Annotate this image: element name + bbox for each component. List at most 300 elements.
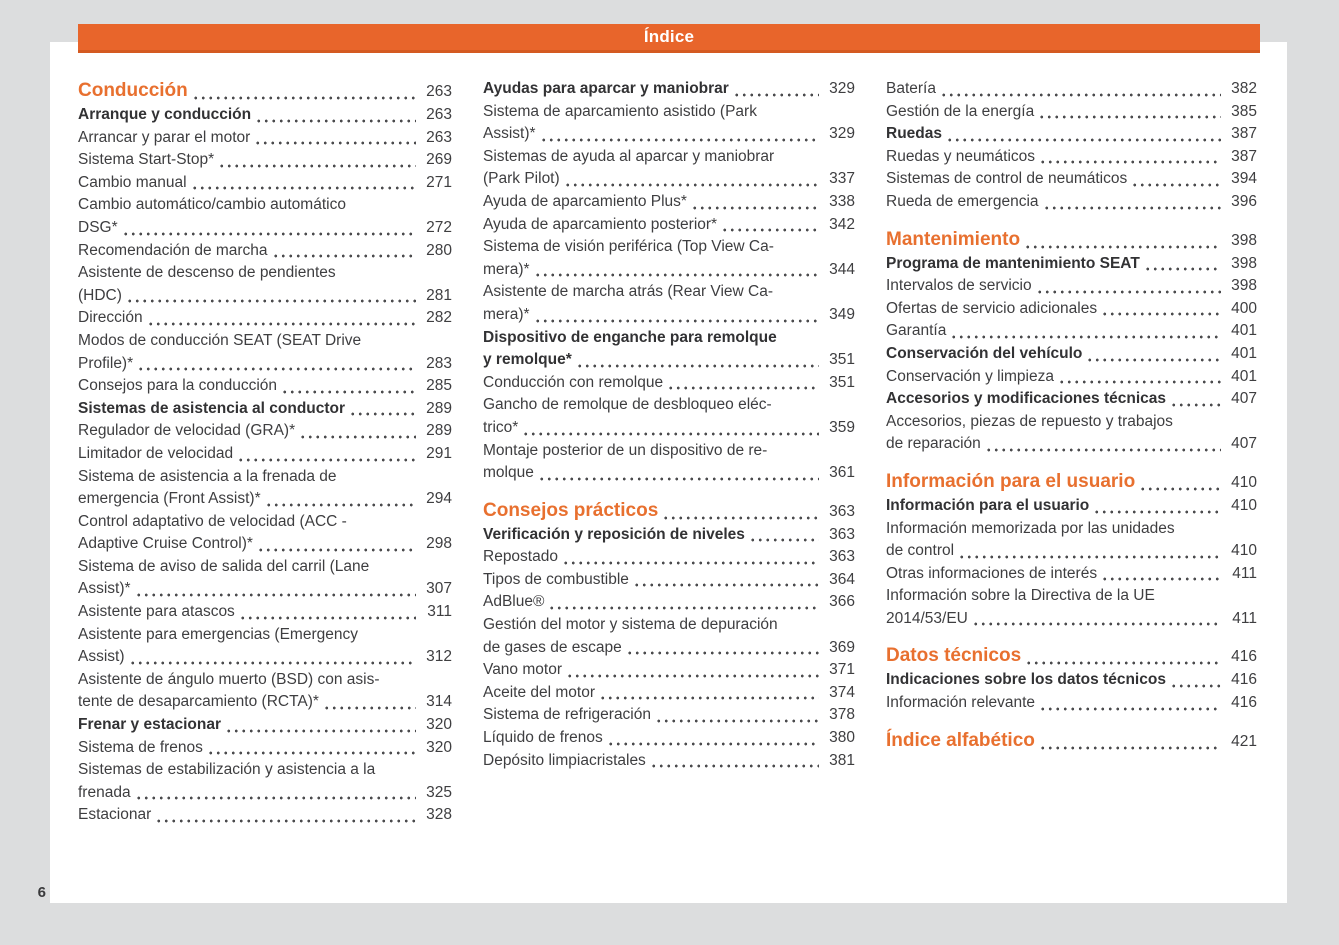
dot-leader: [633, 582, 819, 588]
toc-line: [886, 168, 1257, 191]
page-number: 263: [426, 83, 452, 100]
toc-entry: [78, 466, 452, 511]
toc-line: [483, 546, 855, 569]
toc-entry: [78, 307, 452, 330]
dot-leader: [1093, 509, 1221, 515]
toc-label: Arrancar y parar el motor: [78, 128, 251, 146]
toc-label: de reparación: [886, 435, 981, 453]
toc-label: Aceite del motor: [483, 683, 595, 701]
page-number: 385: [1231, 102, 1257, 120]
page-number: 401: [1231, 367, 1257, 385]
toc-label: Información para el usuario: [886, 470, 1136, 492]
toc-entry: [483, 214, 855, 237]
toc-line: [78, 601, 452, 624]
toc-entry: [886, 298, 1257, 321]
toc-label: Repostado: [483, 548, 558, 566]
page-number: 289: [426, 399, 452, 417]
toc-label: Conservación del vehículo: [886, 344, 1083, 362]
toc-line: [886, 411, 1257, 434]
toc-line: [886, 643, 1257, 669]
toc-label: Información relevante: [886, 694, 1036, 712]
toc-entry: [483, 614, 855, 659]
toc-entry: [78, 149, 452, 172]
toc-label: Sistema Start-Stop*: [78, 151, 215, 169]
toc-label: Assist): [78, 648, 125, 666]
toc-entry: [886, 563, 1257, 586]
dot-leader: [272, 253, 416, 259]
toc-line: [78, 578, 452, 601]
toc-line: [886, 298, 1257, 321]
toc-entry: [483, 591, 855, 614]
toc-column-2: [483, 78, 855, 827]
toc-line: [78, 488, 452, 511]
dot-leader: [1139, 486, 1221, 492]
toc-label: Datos técnicos: [886, 645, 1022, 667]
toc-line: [483, 682, 855, 705]
toc-entry: [78, 398, 452, 421]
toc-line: [483, 146, 855, 169]
page-number: 387: [1231, 147, 1257, 165]
page-number: 416: [1231, 648, 1257, 666]
toc-entry: [78, 375, 452, 398]
toc-entry: [886, 728, 1257, 754]
toc-label: trico*: [483, 418, 519, 436]
page-number: 320: [426, 738, 452, 756]
dot-leader: [1043, 205, 1221, 211]
toc-label: Montaje posterior de un dispositivo de re-: [483, 441, 768, 459]
banner-title: Índice: [643, 27, 695, 46]
page-number: 272: [426, 218, 452, 236]
toc-label: Tipos de combustible: [483, 570, 629, 588]
toc-entry: [483, 281, 855, 326]
dot-leader: [534, 318, 819, 324]
page-number: 366: [829, 593, 855, 611]
dot-leader: [323, 705, 416, 711]
dot-leader: [129, 660, 417, 666]
toc-label: Programa de mantenimiento SEAT: [886, 254, 1140, 272]
page-number: 314: [426, 693, 452, 711]
page-number: 283: [426, 354, 452, 372]
toc-entry: [78, 804, 452, 827]
dot-leader: [239, 615, 416, 621]
dot-leader: [1036, 289, 1221, 295]
toc-line: [483, 727, 855, 750]
toc-line: [483, 259, 855, 282]
toc-line: [483, 637, 855, 660]
toc-label: mera)*: [483, 260, 530, 278]
toc-entry: [78, 240, 452, 263]
toc-label: Intervalos de servicio: [886, 277, 1032, 295]
dot-leader: [985, 447, 1221, 453]
page-number: 363: [829, 502, 855, 520]
toc-line: [78, 217, 452, 240]
page-number: 320: [426, 716, 452, 734]
dot-leader: [626, 650, 819, 656]
dot-leader: [155, 818, 416, 824]
toc-line: [78, 420, 452, 443]
toc-label: 2014/53/EU: [886, 609, 968, 627]
toc-entry: [886, 366, 1257, 389]
toc-entry: [483, 440, 855, 485]
toc-label: Gancho de remolque de desbloqueo eléc-: [483, 396, 772, 414]
toc-label: Depósito limpiacristales: [483, 751, 646, 769]
toc-line: [483, 394, 855, 417]
toc-line: [483, 78, 855, 101]
toc-label: Regulador de velocidad (GRA)*: [78, 422, 296, 440]
page-number: 382: [1231, 80, 1257, 97]
toc-line: [886, 669, 1257, 692]
toc-entry: [483, 394, 855, 439]
toc-entry: [78, 669, 452, 714]
toc-label: Conservación y limpieza: [886, 367, 1054, 385]
toc-entry: [886, 320, 1257, 343]
dot-leader: [576, 363, 819, 369]
dot-leader: [1086, 357, 1221, 363]
toc-entry: [483, 191, 855, 214]
page-number: 416: [1231, 694, 1257, 712]
toc-label: Accesorios, piezas de repuesto y trabajos: [886, 412, 1173, 430]
toc-label: Líquido de frenos: [483, 729, 603, 747]
toc-label: y remolque*: [483, 351, 572, 369]
toc-line: [78, 262, 452, 285]
page-number: 294: [426, 490, 452, 508]
dot-leader: [147, 321, 416, 327]
page-number: 421: [1231, 732, 1257, 750]
toc-label: Dispositivo de enganche para remolque: [483, 328, 777, 346]
page-number: 338: [829, 192, 855, 210]
toc-label: Asistente para emergencias (Emergency: [78, 625, 358, 643]
toc-line: [886, 518, 1257, 541]
toc-line: [483, 236, 855, 259]
toc-label: (Park Pilot): [483, 170, 560, 188]
toc-label: mera)*: [483, 305, 530, 323]
dot-leader: [1039, 706, 1221, 712]
toc-label: de gases de escape: [483, 638, 622, 656]
toc-label: Consejos prácticos: [483, 499, 659, 521]
dot-leader: [650, 763, 819, 769]
toc-label: Ayuda de aparcamiento posterior*: [483, 215, 718, 233]
toc-line: [483, 123, 855, 146]
toc-label: tente de desaparcamiento (RCTA)*: [78, 693, 319, 711]
toc-label: (HDC): [78, 286, 122, 304]
page-number: 269: [426, 151, 452, 169]
toc-label: Sistemas de estabilización y asistencia a la: [78, 761, 376, 779]
toc-entry: [78, 714, 452, 737]
toc-line: [483, 417, 855, 440]
dot-leader: [137, 366, 416, 372]
page-number: 371: [829, 661, 855, 679]
toc-line: [78, 149, 452, 172]
page-number: 361: [829, 464, 855, 482]
dot-leader: [940, 92, 1221, 98]
toc-line: [483, 372, 855, 395]
page-number: 349: [829, 305, 855, 323]
toc-line: [78, 624, 452, 647]
toc-label: Asistente de descenso de pendientes: [78, 264, 336, 282]
page-number: 380: [829, 729, 855, 747]
toc-line: [483, 498, 855, 524]
toc-line: [78, 127, 452, 150]
page-number: 398: [1231, 277, 1257, 295]
toc-line: [483, 704, 855, 727]
toc-label: Sistema de frenos: [78, 738, 203, 756]
toc-entry: [483, 372, 855, 395]
dot-leader: [1170, 683, 1221, 689]
toc-line: [886, 320, 1257, 343]
toc-line: [78, 533, 452, 556]
toc-label: AdBlue®: [483, 593, 545, 611]
toc-line: [886, 692, 1257, 715]
toc-line: [78, 375, 452, 398]
toc-label: emergencia (Front Assist)*: [78, 490, 261, 508]
page-number: 344: [829, 260, 855, 278]
page-number: 401: [1231, 344, 1257, 362]
page-number: 282: [426, 309, 452, 327]
toc-line: [886, 540, 1257, 563]
dot-leader: [566, 673, 819, 679]
toc-line: [78, 646, 452, 669]
toc-label: Arranque y conducción: [78, 106, 252, 123]
dot-leader: [1039, 159, 1221, 165]
dot-leader: [1038, 114, 1221, 120]
dot-leader: [1024, 244, 1221, 250]
page-number: 359: [829, 418, 855, 436]
toc-line: [886, 343, 1257, 366]
dot-leader: [749, 537, 819, 543]
toc-label: Consejos para la conducción: [78, 377, 278, 395]
toc-line: [886, 78, 1257, 101]
toc-label: Ayudas para aparcar y maniobrar: [483, 80, 729, 97]
toc-entry: [886, 191, 1257, 214]
page-number: 410: [1231, 496, 1257, 514]
toc-entry: [483, 659, 855, 682]
toc-line: [886, 366, 1257, 389]
toc-line: [78, 443, 452, 466]
toc-label: Asistente de marcha atrás (Rear View Ca-: [483, 283, 774, 301]
toc-label: Sistemas de control de neumáticos: [886, 170, 1128, 188]
toc-line: [78, 398, 452, 421]
toc-entry: [483, 236, 855, 281]
toc-line: [78, 714, 452, 737]
page-number: 410: [1231, 473, 1257, 491]
toc-entry: [78, 172, 452, 195]
page-number: 394: [1231, 170, 1257, 188]
toc-line: [78, 78, 452, 104]
toc-line: [886, 253, 1257, 276]
toc-line: [483, 191, 855, 214]
toc-line: [78, 172, 452, 195]
page-number: 271: [426, 173, 452, 191]
toc-label: Modos de conducción SEAT (SEAT Drive: [78, 331, 362, 349]
dot-leader: [1144, 266, 1221, 272]
toc-entry: [483, 146, 855, 191]
page-number: 416: [1231, 671, 1257, 689]
toc-line: [78, 240, 452, 263]
toc-line: [483, 349, 855, 372]
toc-line: [483, 281, 855, 304]
toc-entry: [886, 146, 1257, 169]
toc-line: [886, 728, 1257, 754]
toc-entry: [78, 601, 452, 624]
toc-entry: [78, 262, 452, 307]
page-number: 325: [426, 783, 452, 801]
toc-entry: [886, 343, 1257, 366]
page-number: 401: [1231, 322, 1257, 340]
toc-entry: [886, 253, 1257, 276]
dot-leader: [1170, 402, 1221, 408]
dot-leader: [1101, 311, 1221, 317]
page-number: 329: [829, 125, 855, 143]
toc-entry: [483, 727, 855, 750]
dot-leader: [257, 547, 416, 553]
toc-entry: [886, 669, 1257, 692]
toc-label: Cambio automático/cambio automático: [78, 196, 346, 214]
toc-label: Adaptive Cruise Control)*: [78, 535, 253, 553]
toc-entry: [78, 194, 452, 239]
page-number: 280: [426, 241, 452, 259]
toc-label: Información para el usuario: [886, 496, 1090, 514]
toc-columns: [78, 78, 1258, 827]
toc-line: [483, 591, 855, 614]
page-number: 289: [426, 422, 452, 440]
toc-column-1: [78, 78, 452, 827]
dot-leader: [599, 695, 819, 701]
toc-entry: [483, 327, 855, 372]
page-number: 396: [1231, 192, 1257, 210]
toc-label: Estacionar: [78, 806, 152, 824]
toc-entry: [886, 78, 1257, 101]
toc-label: Limitador de velocidad: [78, 444, 234, 462]
toc-label: Asistente de ángulo muerto (BSD) con asis-: [78, 670, 380, 688]
page-number: 411: [1232, 609, 1257, 627]
page-number: 363: [829, 525, 855, 543]
dot-leader: [691, 205, 819, 211]
dot-leader: [135, 592, 416, 598]
toc-entry: [886, 227, 1257, 253]
toc-entry: [483, 524, 855, 547]
page-number: 398: [1231, 254, 1257, 272]
toc-label: Vano motor: [483, 661, 562, 679]
dot-leader: [733, 92, 819, 98]
toc-label: Ruedas y neumáticos: [886, 147, 1036, 165]
toc-entry: [78, 443, 452, 466]
toc-line: [483, 462, 855, 485]
toc-label: Recomendación de marcha: [78, 241, 268, 259]
toc-label: Otras informaciones de interés: [886, 564, 1098, 582]
toc-entry: [78, 78, 452, 104]
dot-leader: [607, 741, 819, 747]
page-number: 328: [426, 806, 452, 824]
page-number: 398: [1231, 231, 1257, 249]
dot-leader: [540, 137, 819, 143]
dot-leader: [255, 118, 416, 124]
toc-label: Cambio manual: [78, 173, 187, 191]
dot-leader: [1101, 576, 1221, 582]
toc-line: [483, 101, 855, 124]
dot-leader: [218, 163, 416, 169]
toc-label: Frenar y estacionar: [78, 716, 222, 734]
toc-entry: [886, 518, 1257, 563]
toc-line: [886, 146, 1257, 169]
dot-leader: [225, 728, 416, 734]
page-number: 363: [829, 548, 855, 566]
page-number: 263: [426, 128, 452, 146]
toc-label: Batería: [886, 80, 936, 97]
toc-line: [78, 691, 452, 714]
toc-entry: [886, 168, 1257, 191]
toc-entry: [78, 556, 452, 601]
toc-label: Accesorios y modificaciones técnicas: [886, 390, 1166, 408]
dot-leader: [265, 502, 416, 508]
dot-leader: [662, 515, 819, 521]
dot-leader: [534, 272, 819, 278]
toc-entry: [483, 750, 855, 773]
toc-label: Ruedas: [886, 125, 942, 143]
page-number: 411: [1232, 564, 1257, 582]
toc-line: [78, 782, 452, 805]
dot-leader: [655, 718, 819, 724]
toc-line: [886, 608, 1257, 631]
toc-label: frenada: [78, 783, 131, 801]
toc-line: [483, 440, 855, 463]
page-number: 311: [427, 603, 452, 621]
toc-label: Asistente para atascos: [78, 603, 235, 621]
toc-line: [78, 737, 452, 760]
toc-entry: [886, 585, 1257, 630]
toc-line: [886, 585, 1257, 608]
toc-column-3: [886, 78, 1257, 827]
toc-label: Assist)*: [78, 580, 131, 598]
toc-label: Sistema de asistencia a la frenada de: [78, 467, 337, 485]
dot-leader: [1025, 660, 1221, 666]
page-number: 400: [1231, 299, 1257, 317]
toc-label: Información sobre la Directiva de la UE: [886, 587, 1155, 605]
toc-entry: [886, 411, 1257, 456]
page-number: 281: [426, 286, 452, 304]
toc-label: Conducción: [78, 80, 188, 101]
toc-line: [78, 804, 452, 827]
toc-line: [483, 750, 855, 773]
dot-leader: [564, 182, 819, 188]
toc-label: Dirección: [78, 309, 143, 327]
toc-line: [483, 524, 855, 547]
dot-leader: [191, 185, 416, 191]
toc-entry: [886, 388, 1257, 411]
toc-line: [886, 275, 1257, 298]
toc-line: [78, 669, 452, 692]
toc-line: [78, 466, 452, 489]
toc-line: [78, 556, 452, 579]
dot-leader: [522, 431, 819, 437]
page-number: 337: [829, 170, 855, 188]
toc-entry: [78, 127, 452, 150]
page-number: 387: [1231, 125, 1257, 143]
toc-line: [886, 101, 1257, 124]
dot-leader: [254, 140, 416, 146]
toc-label: Assist)*: [483, 125, 536, 143]
page-number: 312: [426, 648, 452, 666]
page-number: 407: [1231, 390, 1257, 408]
toc-entry: [483, 682, 855, 705]
toc-line: [78, 307, 452, 330]
page-number: 381: [829, 751, 855, 769]
toc-line: [78, 194, 452, 217]
page-number: 342: [829, 215, 855, 233]
toc-label: Control adaptativo de velocidad (ACC -: [78, 512, 347, 530]
dot-leader: [538, 476, 819, 482]
toc-entry: [886, 692, 1257, 715]
toc-entry: [78, 759, 452, 804]
